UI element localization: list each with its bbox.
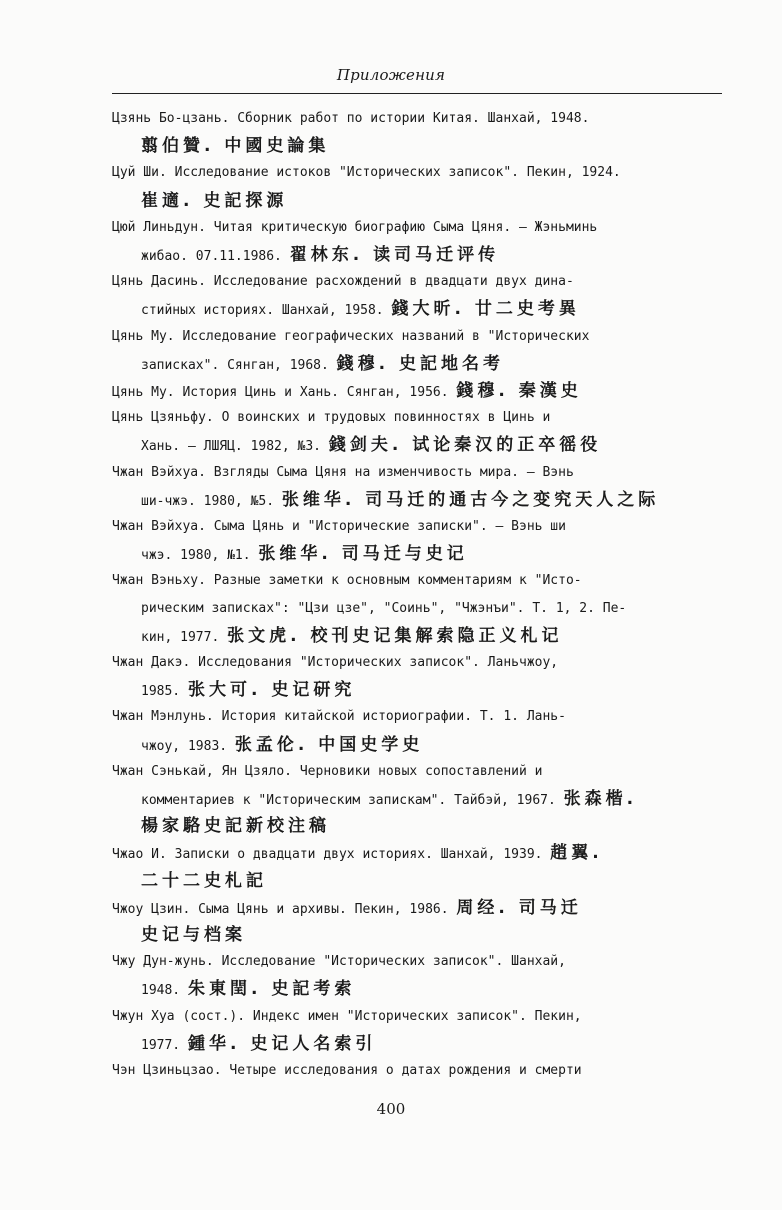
line-text: Цзянь Бо-цзань. Сборник работ по истории Китая. Шанхай, 1948. <box>112 111 590 126</box>
bibliography-entry-line <box>112 654 558 672</box>
bibliography-entry-line <box>112 110 589 128</box>
bibliography-entry-line <box>112 572 582 590</box>
line-text: Чжан Дакэ. Исследования "Исторических записок". Ланьчжоу, <box>112 655 559 670</box>
bibliography-line-continuation <box>141 627 562 647</box>
bibliography-line-continuation <box>141 436 601 456</box>
line-text: ши-чжэ. 1980, №5. <box>141 493 282 509</box>
line-text: жибао. 07.11.1986. <box>141 249 290 264</box>
chinese-title: 张大可. 史记研究 <box>187 680 356 701</box>
chinese-title: 錢穆. 史記地名考 <box>336 353 505 374</box>
bibliography-line-continuation <box>141 980 355 1000</box>
line-text: чжоу, 1983. <box>141 738 235 754</box>
chinese-title: 錢大昕. 廿二史考異 <box>391 299 580 320</box>
bibliography-entry-line <box>112 899 582 919</box>
line-text: стийных историях. Шанхай, 1958. <box>141 303 392 319</box>
line-text: Хань. — ЛШЯЦ. 1982, №3. <box>141 439 329 455</box>
line-text: записках". Сянган, 1968. <box>141 357 337 373</box>
chinese-title: 张孟伦. 中国史学史 <box>234 734 424 755</box>
bibliography-line-continuation <box>141 246 499 266</box>
chinese-title: 张文虎. 校刊史记集解索隐正义札记 <box>227 625 563 646</box>
bibliography-entry-line <box>112 763 542 781</box>
chinese-title: 楊家駱史記新校注稿 <box>141 816 330 837</box>
line-text: Чжоу Цзин. Сыма Цянь и архивы. Пекин, 1986. <box>112 901 457 917</box>
line-text: 1977. <box>141 1037 188 1053</box>
line-text: 1985. <box>141 684 188 700</box>
chinese-title: 周经. 司马迁 <box>456 897 582 918</box>
line-text: Цянь Му. Исследование географических названий в "Исторических <box>112 328 590 344</box>
bibliography-line-continuation <box>141 137 329 157</box>
bibliography-entry-line <box>112 328 589 346</box>
page-number: 400 <box>376 1100 406 1118</box>
line-text: Чжао И. Записки о двадцати двух историях. Шанхай, 1939. <box>112 847 551 863</box>
chinese-title: 翦伯贊. 中國史論集 <box>141 136 330 157</box>
line-text: кин, 1977. <box>141 629 228 645</box>
bibliography-line-continuation <box>141 600 626 618</box>
line-text: Чжун Хуа (сост.). Индекс имен "Исторических записок". Пекин, <box>112 1008 582 1024</box>
line-text: чжэ. 1980, №1. <box>141 548 259 564</box>
bibliography-entry-line <box>112 953 566 971</box>
chinese-title: 趙翼. <box>550 843 603 864</box>
bibliography-line-continuation <box>141 681 355 701</box>
line-text: Цуй Ши. Исследование истоков "Исторических записок". Пекин, 1924. <box>112 165 621 181</box>
bibliography-line-continuation <box>141 355 504 375</box>
chinese-title: 二十二史札記 <box>141 870 267 891</box>
bibliography-entry-line <box>112 409 550 427</box>
bibliography-line-continuation <box>141 192 287 212</box>
chinese-title: 崔適. 史記探源 <box>141 190 288 211</box>
bibliography-line-continuation <box>141 491 659 511</box>
bibliography-line-continuation <box>141 300 580 320</box>
bibliography-entry-line <box>112 273 574 291</box>
chinese-title: 錢剑夫. 试论秦汉的正卒徭役 <box>328 435 602 456</box>
bibliography-line-continuation <box>141 545 468 565</box>
running-header: Приложения <box>336 66 446 84</box>
line-text: Цянь Му. История Цинь и Хань. Сянган, 1956. <box>112 385 457 400</box>
bibliography-line-continuation <box>141 926 246 946</box>
bibliography-entry-line <box>112 1008 582 1026</box>
bibliography-line-continuation <box>141 790 637 810</box>
chinese-title: 錢穆. 秦漢史 <box>456 381 582 401</box>
bibliography-line-continuation <box>141 817 330 837</box>
line-text: Чжу Дун-жунь. Исследование "Исторических записок". Шанхай, <box>112 954 566 970</box>
bibliography-line-continuation <box>141 872 267 892</box>
bibliography-entry-line <box>112 464 574 482</box>
line-text: рическим записках": "Цзи цзе", "Соинь", "Чжэнъи". Т. 1, 2. Пе- <box>141 600 627 616</box>
bibliography-line-continuation <box>141 1035 376 1055</box>
line-text: Чжан Вэньху. Разные заметки к основным комментариям к "Исто- <box>112 573 582 589</box>
bibliography-line-continuation <box>141 736 423 756</box>
line-text: Чжан Сэнькай, Ян Цзяло. Черновики новых сопоставлений и <box>112 763 543 779</box>
line-text: Цянь Дасинь. Исследование расхождений в двадцати двух дина- <box>112 274 574 290</box>
bibliography-entry-line <box>112 844 603 864</box>
chinese-title: 张森楷. <box>563 789 638 809</box>
bibliography-entry-line <box>112 164 621 182</box>
chinese-title: 张维华. 司马迁的通古今之变究天人之际 <box>281 489 660 510</box>
line-text: Цянь Цзяньфу. О воинских и трудовых повинностях в Цинь и <box>112 410 551 426</box>
line-text: Чэн Цзиньцзао. Четыре исследования о датах рождения и смерти <box>112 1063 582 1078</box>
chinese-title: 史记与档案 <box>141 925 246 945</box>
line-text: комментариев к "Историческим запискам". Тайбэй, 1967. <box>141 793 564 808</box>
bibliography-entry-line <box>112 708 566 726</box>
line-text: Чжан Вэйхуа. Сыма Цянь и "Исторические записки". — Вэнь ши <box>112 519 566 534</box>
chinese-title: 朱東閏. 史記考索 <box>187 979 356 1000</box>
chinese-title: 鍾华. 史记人名索引 <box>187 1033 377 1054</box>
bibliography-entry-line <box>112 518 566 536</box>
bibliography-entry-line <box>112 1062 582 1080</box>
bibliography-entry-line <box>112 382 582 402</box>
bibliography-entry-line <box>112 219 597 237</box>
line-text: Цюй Линьдун. Читая критическую биографию Сыма Цяня. — Жэньминь <box>112 219 598 235</box>
line-text: Чжан Мэнлунь. История китайской историографии. Т. 1. Лань- <box>112 709 566 725</box>
line-text: 1948. <box>141 983 188 999</box>
chinese-title: 翟林东. 读司马迁评传 <box>289 245 500 265</box>
chinese-title: 张维华. 司马迁与史记 <box>258 544 468 565</box>
line-text: Чжан Вэйхуа. Взгляды Сыма Цяня на изменчивость мира. — Вэнь <box>112 464 574 480</box>
